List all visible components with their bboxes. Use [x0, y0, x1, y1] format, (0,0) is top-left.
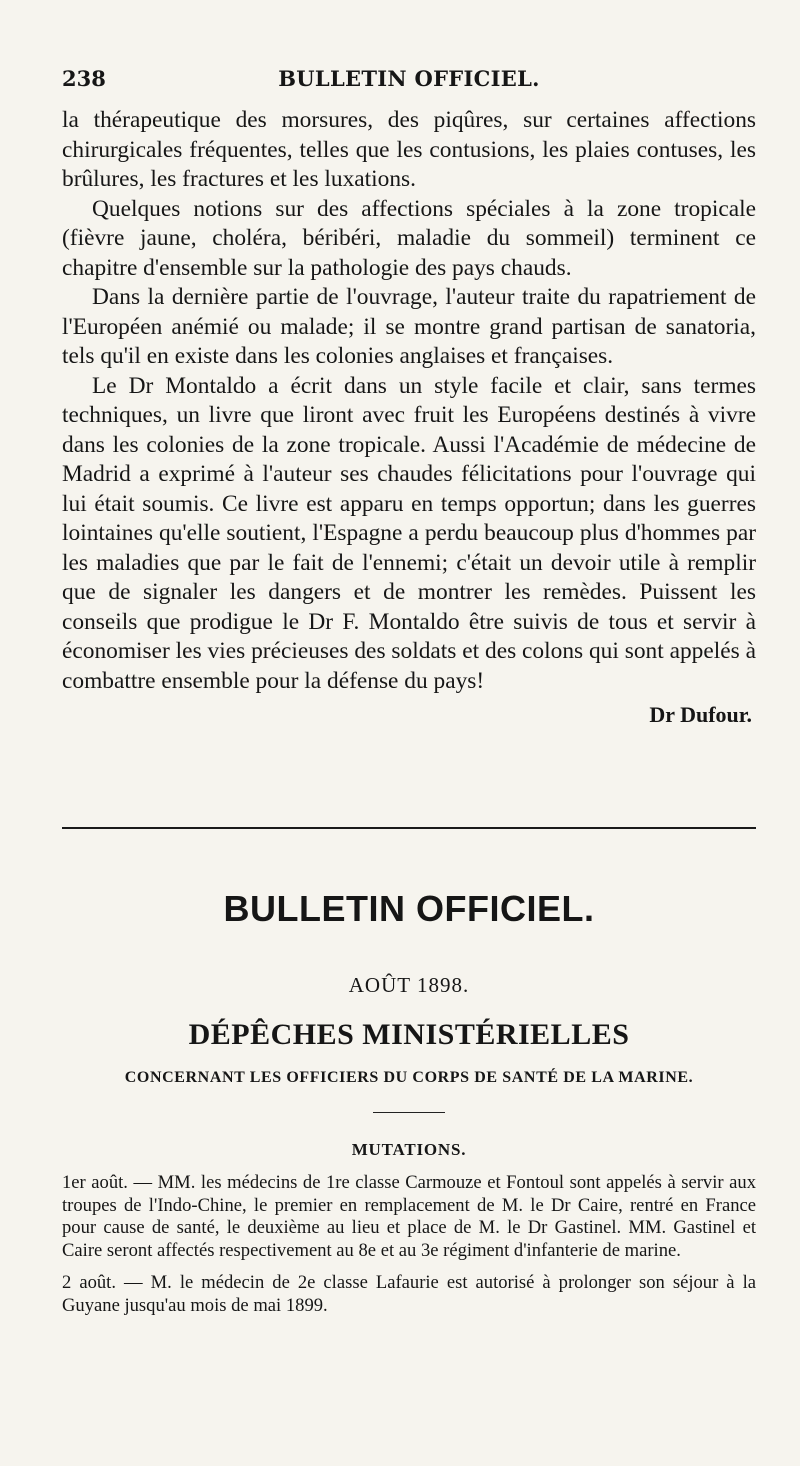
section-subtitle: CONCERNANT LES OFFICIERS DU CORPS DE SANTÉ DE LA MARINE.	[124, 1069, 694, 1086]
section-divider	[62, 827, 756, 829]
subsection-title: MUTATIONS.	[351, 1140, 467, 1159]
review-paragraph-1: la thérapeutique des morsures, des piqûres, sur certaines affections chirurgicales fréquentes, telles que les contusions, les plaies contuses, les brûlures, les fractures et les luxations.	[62, 107, 756, 192]
book-review	[62, 106, 756, 730]
bulletin-title: BULLETIN OFFICIEL.	[223, 888, 595, 929]
review-paragraph-4: Le Dr Montaldo a écrit dans un style facile et clair, sans termes techniques, un livre que liront avec fruit les Européens destinés à vivre dans les colonies de la zone tropicale. Aussi l'Académie de médecine de Madrid a exprimé à l'auteur ses chaudes félicitations pour l'ouvrage qui lui était soumis. Ce livre est apparu en temps opportun; dans les guerres lointaines qu'elle soutient, l'Espagne a perdu beaucoup plus d'hommes par les maladies que par le fait de l'ennemi; c'était un devoir utile à remplir que de signaler les dangers et de montrer les remèdes. Puissent les conseils que prodigue le Dr F. Montaldo être suivis de tous et servir à économiser les vies précieuses des soldats et des colons qui sont appelés à combattre ensemble pour la défense du pays!	[62, 372, 756, 694]
mutation-entry: 1er août. — MM. les médecins de 1re classe Carmouze et Fontoul sont appelés à servir aux troupes de l'Indo-Chine, le premier en remplacement de M. le Dr Caire, rentré en France pour cause de santé, le deuxième au lieu et place de M. le Dr Gastinel. MM. Gastinel et Caire seront affectés respectivement au 8e et au 3e régiment d'infanterie de marine.	[62, 1172, 756, 1261]
review-signature: Dr Dufour.	[649, 702, 752, 727]
short-divider	[373, 1112, 445, 1113]
review-paragraph-3: Dans la dernière partie de l'ouvrage, l'auteur traite du rapatriement de l'Européen anémié ou malade; il se montre grand partisan de sanatoria, tels qu'il en existe dans les colonies anglaises et françaises.	[62, 284, 756, 369]
page-header	[62, 66, 756, 96]
bulletin-date: AOÛT 1898.	[348, 973, 470, 997]
review-paragraph-2: Quelques notions sur des affections spéciales à la zone tropicale (fièvre jaune, choléra, béribéri, maladie du sommeil) terminent ce chapitre d'ensemble sur la pathologie des pays chauds.	[62, 195, 756, 281]
mutations-list	[62, 1172, 756, 1327]
page-number: 238	[62, 66, 106, 91]
running-head: BULLETIN OFFICIEL.	[278, 66, 540, 91]
mutation-entry: 2 août. — M. le médecin de 2e classe Lafaurie est autorisé à prolonger son séjour à la Guyane jusqu'au mois de mai 1899.	[62, 1272, 756, 1316]
section-title: DÉPÊCHES MINISTÉRIELLES	[188, 1018, 630, 1051]
